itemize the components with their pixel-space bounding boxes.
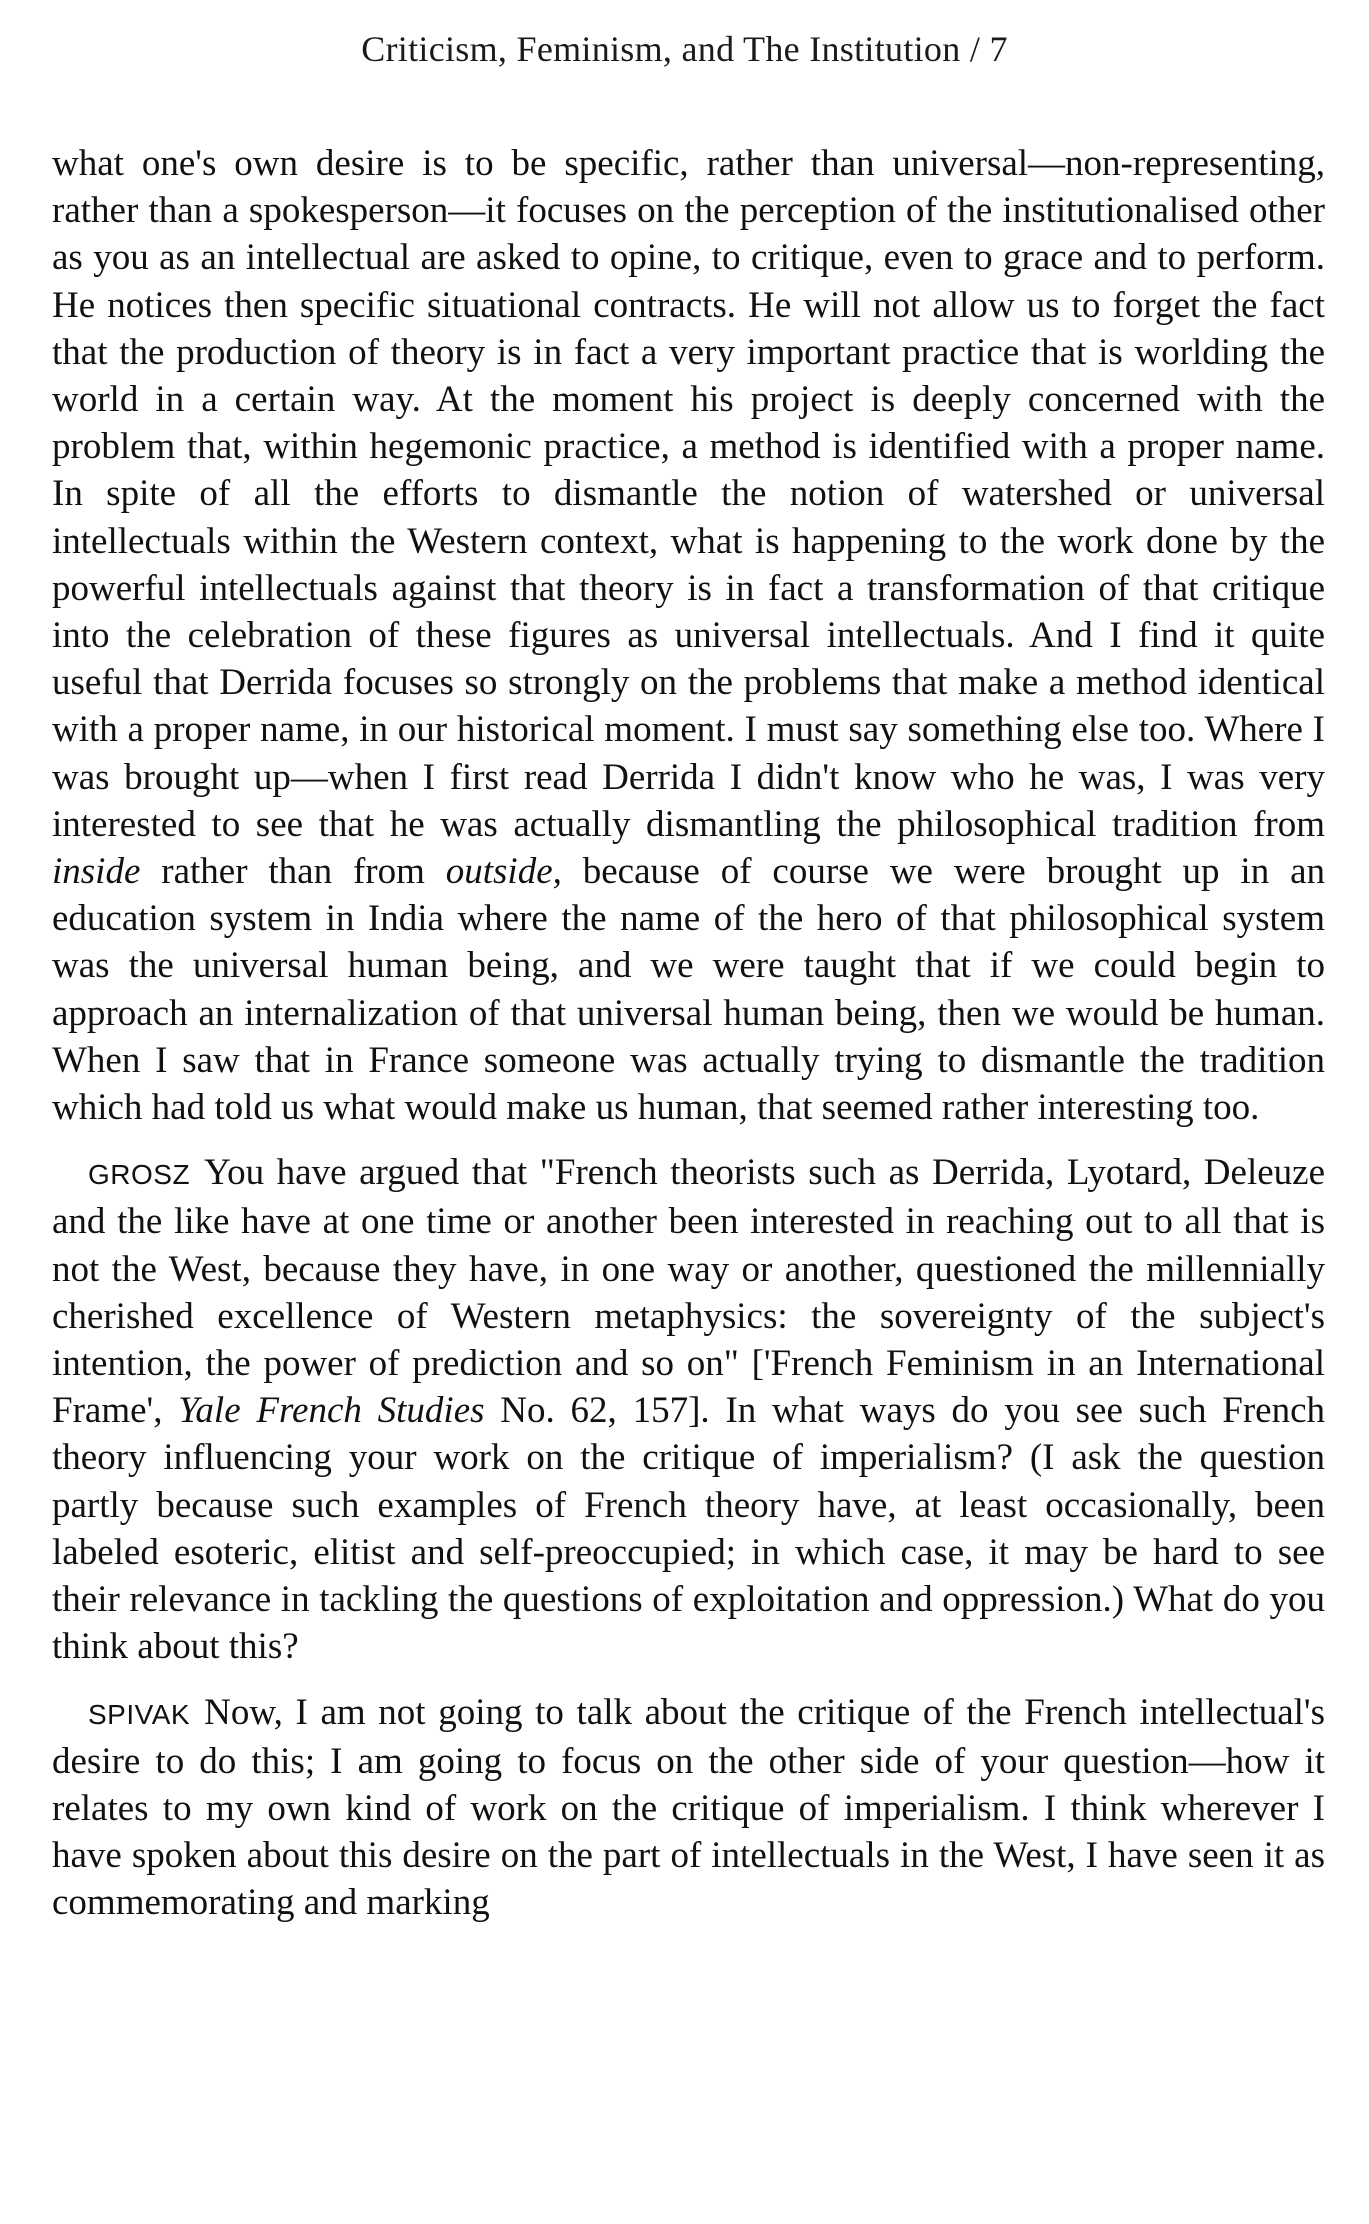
text-run: because of course we were brought up in an education system in India where the name of the hero of that philosophical system was the universal human being, and we were taught that if we could begin to approach an internalization of that universal human being, then we would be human. When I saw that in France someone was actually trying to dismantle the tradition which had told us what would make us human, that seemed rather interesting too. [52,851,1325,1129]
speaker-label: SPIVAK [88,1698,191,1730]
header-separator: / [969,29,981,69]
paragraph-continuation [52,140,1325,1131]
text-run: what one's own desire is to be specific, rather than universal—non-representing, rather than a spokesperson—it focuses on the perception of the institutionalised other as you as an intellectual are asked to opine, to critique, even to grace and to perform. He notices then specific situational contracts. He will not allow us to forget the fact that the production of theory is in fact a very important practice that is worlding the world in a certain way. At the moment his project is deeply concerned with the problem that, within hegemonic practice, a method is identified with a proper name. In spite of all the efforts to dismantle the notion of watershed or universal intellectuals within the Western context, what is happening to the work done by the powerful intellectuals against that theory is in fact a transformation of that critique into the celebration of these figures as universal intellectuals. And I find it quite useful that Derrida focuses so strongly on the problems that make a method identical with a proper name, in our historical moment. I must say something else too. Where I was brought up—when I first read Derrida I didn't know who he was, I was very interested to see that he was actually dismantling the philosophical tradition from [52,143,1325,845]
speaker-label: GROSZ [88,1159,191,1191]
text-run: rather than from [140,851,446,893]
paragraph-spivak [52,1689,1325,1927]
page-number: 7 [989,29,1008,69]
running-header [0,28,1369,70]
text-run-italic: Yale French Studies [178,1390,485,1432]
text-run: You have argued that "French theorists such as Derrida, Lyotard, Deleuze and the like have at one time or another been interested in reaching out to all that is not the West, because they have, in one way or another, questioned the millennially cherished excellence of Western metaphysics: the sovereignty of the subject's intention, the power of prediction and so on" ['French Feminism in an International Frame', [52,1152,1325,1432]
text-run: No. 62, 157]. In what ways do you see such French theory influencing your work on the critique of imperialism? (I ask the question partly because such examples of French theory have, at least occasionally, been labeled esoteric, elitist and self-preoccupied; in which case, it may be hard to see their relevance in tackling the questions of exploitation and oppression.) What do you think about this? [52,1390,1325,1668]
text-run-italic: outside, [445,851,562,893]
header-title: Criticism, Feminism, and The Institution [361,29,961,69]
paragraph-grosz [52,1149,1325,1670]
text-run: Now, I am not going to talk about the critique of the French intellectual's desire to do this; I am going to focus on the other side of your question—how it relates to my own kind of work on the critique of imperialism. I think wherever I have spoken about this desire on the part of intellectuals in the West, I have seen it as commemorating and marking [52,1691,1325,1924]
text-run-italic: inside [52,851,141,893]
body-text [52,140,1325,1945]
